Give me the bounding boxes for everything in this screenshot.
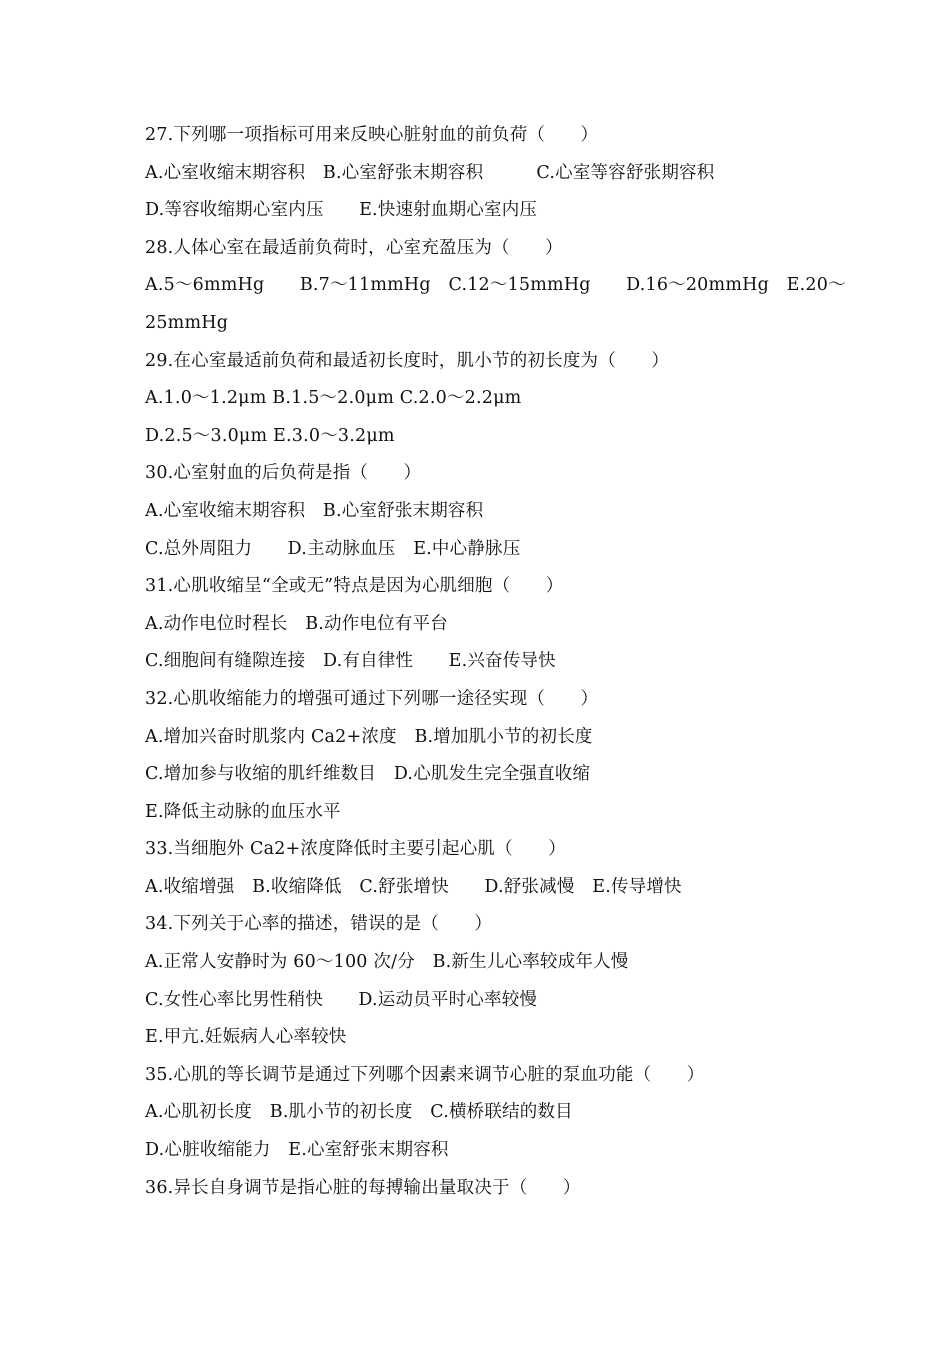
question-35-options-line-2: D.心脏收缩能力 E.心室舒张末期容积 <box>145 1140 449 1161</box>
question-28-stem: 28.人体心室在最适前负荷时，心室充盈压为（ ） <box>145 237 563 258</box>
question-33-options-line-1: A.收缩增强 B.收缩降低 C.舒张增快 D.舒张减慢 E.传导增快 <box>145 876 682 897</box>
question-31-options-line-1: A.动作电位时程长 B.动作电位有平台 <box>145 613 448 634</box>
question-27-options-line-1: A.心室收缩末期容积 B.心室舒张末期容积 C.心室等容舒张期容积 <box>145 162 715 183</box>
question-34-options-line-3: E.甲亢.妊娠病人心率较快 <box>145 1027 347 1048</box>
question-31-options-line-2: C.细胞间有缝隙连接 D.有自律性 E.兴奋传导快 <box>145 651 556 672</box>
question-30-options-line-1: A.心室收缩末期容积 B.心室舒张末期容积 <box>145 500 484 521</box>
question-32-options-line-1: A.增加兴奋时肌浆内 Ca2+浓度 B.增加肌小节的初长度 <box>145 726 593 747</box>
question-32-options-line-2: C.增加参与收缩的肌纤维数目 D.心肌发生完全强直收缩 <box>145 764 591 785</box>
question-28-options-line-1: A.5～6mmHg B.7～11mmHg C.12～15mmHg D.16～20mmHg E.20～ <box>145 275 846 296</box>
question-31-stem: 31.心肌收缩呈“全或无”特点是因为心肌细胞（ ） <box>145 576 564 597</box>
question-32-options-line-3: E.降低主动脉的血压水平 <box>145 801 341 822</box>
question-29-options-line-2: D.2.5～3.0μm E.3.0～3.2μm <box>145 425 395 446</box>
question-35-options-line-1: A.心肌初长度 B.肌小节的初长度 C.横桥联结的数目 <box>145 1102 573 1123</box>
question-30-stem: 30.心室射血的后负荷是指（ ） <box>145 463 422 484</box>
question-32-stem: 32.心肌收缩能力的增强可通过下列哪一途径实现（ ） <box>145 688 599 709</box>
question-36-stem: 36.异长自身调节是指心脏的每搏输出量取决于（ ） <box>145 1177 581 1198</box>
question-29-options-line-1: A.1.0～1.2μm B.1.5～2.0μm C.2.0～2.2μm <box>145 388 522 409</box>
document-page <box>145 117 845 1207</box>
question-34-stem: 34.下列关于心率的描述，错误的是（ ） <box>145 914 493 935</box>
question-30-options-line-2: C.总外周阻力 D.主动脉血压 E.中心静脉压 <box>145 538 521 559</box>
question-27-stem: 27.下列哪一项指标可用来反映心脏射血的前负荷（ ） <box>145 125 599 145</box>
question-28-options-line-2: 25mmHg <box>145 312 229 333</box>
question-34-options-line-1: A.正常人安静时为 60～100 次/分 B.新生儿心率较成年人慢 <box>145 952 629 973</box>
question-29-stem: 29.在心室最适前负荷和最适初长度时，肌小节的初长度为（ ） <box>145 350 670 371</box>
question-34-options-line-2: C.女性心率比男性稍快 D.运动员平时心率较慢 <box>145 989 538 1010</box>
question-27-options-line-2: D.等容收缩期心室内压 E.快速射血期心室内压 <box>145 200 538 221</box>
question-33-stem: 33.当细胞外 Ca2+浓度降低时主要引起心肌（ ） <box>145 839 566 860</box>
question-35-stem: 35.心肌的等长调节是通过下列哪个因素来调节心脏的泵血功能（ ） <box>145 1064 705 1085</box>
